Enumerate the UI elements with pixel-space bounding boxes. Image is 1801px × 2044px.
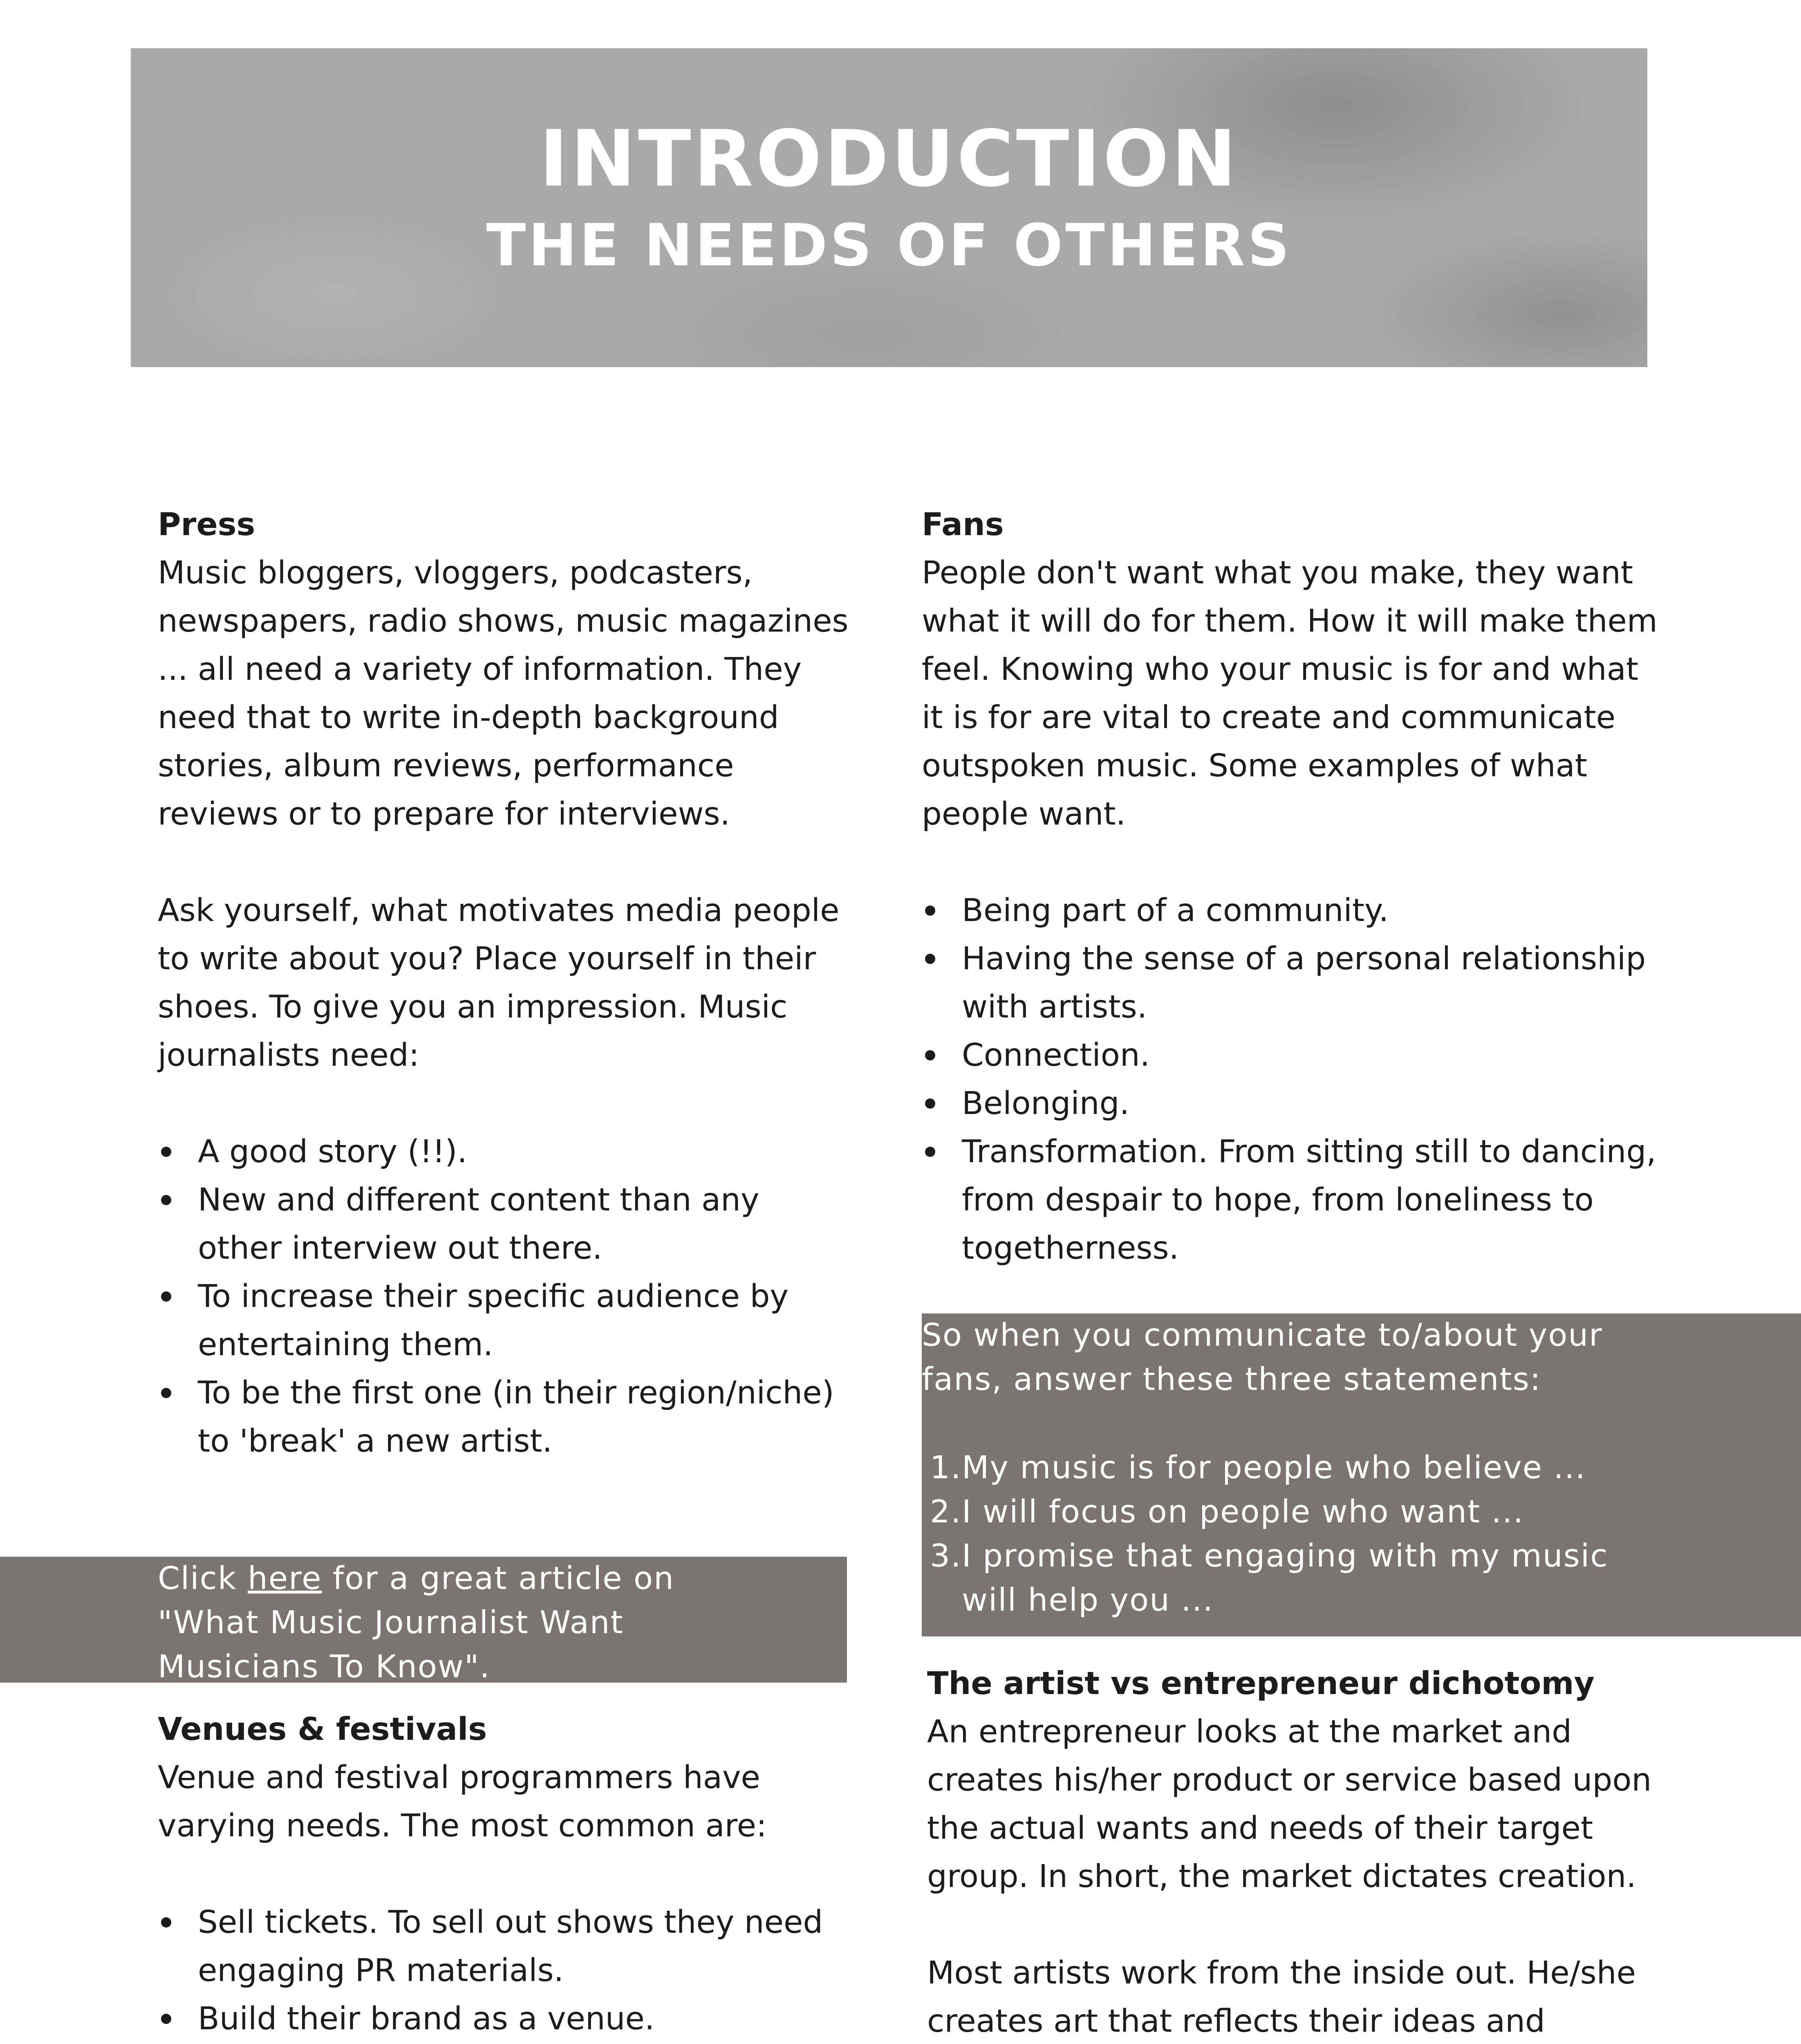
venues-section	[158, 1706, 853, 2044]
fans-callout-intro: So when you communicate to/about your fans, answer these three statements:	[922, 1317, 1603, 1398]
fans-bullet-list	[922, 887, 1658, 1273]
press-paragraph-1: Music bloggers, vloggers, podcasters, newspapers, radio shows, music magazines ... all need a variety of information. They need that to write in-depth background stories, album reviews, performance reviews or to prepare for interviews.	[158, 555, 849, 832]
venues-paragraph-1: Venue and festival programmers have varying needs. The most common are:	[158, 1759, 767, 1844]
press-callout-box	[0, 1557, 847, 1683]
fans-heading: Fans	[922, 507, 1004, 543]
list-item: Build their brand as a venue.	[158, 1995, 853, 2043]
dichotomy-heading: The artist vs entrepreneur dichotomy	[927, 1665, 1595, 1702]
press-callout-text	[0, 1557, 847, 1689]
fans-statement-list	[922, 1446, 1801, 1623]
list-item: Connection.	[922, 1031, 1658, 1080]
list-number: 2.	[930, 1494, 962, 1530]
dichotomy-paragraph-1: An entrepreneur looks at the market and creates his/her product or service based upon the actual wants and needs of their target group. In short, the market dictates creation.	[927, 1714, 1652, 1895]
list-item: Having the sense of a personal relationship with artists.	[922, 935, 1658, 1031]
list-text: I will focus on people who want ...	[962, 1494, 1524, 1530]
header-banner	[131, 48, 1647, 367]
dichotomy-paragraph-2: Most artists work from the inside out. He/she creates art that reflects their ideas and	[927, 1955, 1636, 2040]
list-item: A good story (!!).	[158, 1128, 853, 1176]
press-heading: Press	[158, 507, 255, 543]
list-item: Sell tickets. To sell out shows they need engaging PR materials.	[158, 1898, 853, 1995]
list-item: New and different content than any other interview out there.	[158, 1176, 853, 1273]
list-text: My music is for people who believe ...	[962, 1450, 1586, 1486]
list-item	[922, 1490, 1654, 1534]
list-item	[922, 1534, 1654, 1623]
fans-paragraph-1: People don't want what you make, they want what it will do for them. How it will make them feel. Knowing who your music is for and what it is for are vital to create and communicate outspoken music. Some examples of what people want.	[922, 555, 1658, 832]
press-callout-after: for a great article on "What Music Journalist Want Musicians To Know".	[158, 1560, 674, 1685]
press-paragraph-2: Ask yourself, what motivates media people to write about you? Place yourself in their shoes. To give you an impression. Music journalists need:	[158, 892, 840, 1074]
list-item: Belonging.	[922, 1080, 1658, 1128]
list-number: 3.	[930, 1538, 962, 1574]
article-link[interactable]: here	[247, 1560, 322, 1597]
venues-heading: Venues & festivals	[158, 1711, 487, 1748]
dichotomy-section	[927, 1660, 1663, 2044]
list-item	[922, 1446, 1654, 1490]
list-item: Transformation. From sitting still to dancing, from despair to hope, from loneliness to togetherness.	[922, 1128, 1658, 1273]
page-subtitle: THE NEEDS OF OTHERS	[486, 212, 1292, 279]
fans-section	[922, 501, 1658, 1273]
list-item: To be the first one (in their region/niche) to 'break' a new artist.	[158, 1369, 853, 1466]
venues-bullet-list	[158, 1898, 853, 2044]
page-title: INTRODUCTION	[539, 114, 1239, 204]
press-bullet-list	[158, 1128, 853, 1466]
list-item: To increase their specific audience by entertaining them.	[158, 1273, 853, 1369]
press-callout-before: Click	[158, 1560, 248, 1597]
list-item: Being part of a community.	[922, 887, 1658, 935]
list-text: I promise that engaging with my music will help you ...	[962, 1538, 1608, 1618]
list-number: 1.	[930, 1450, 962, 1486]
press-section	[158, 501, 853, 1466]
fans-callout-box	[922, 1313, 1801, 1636]
